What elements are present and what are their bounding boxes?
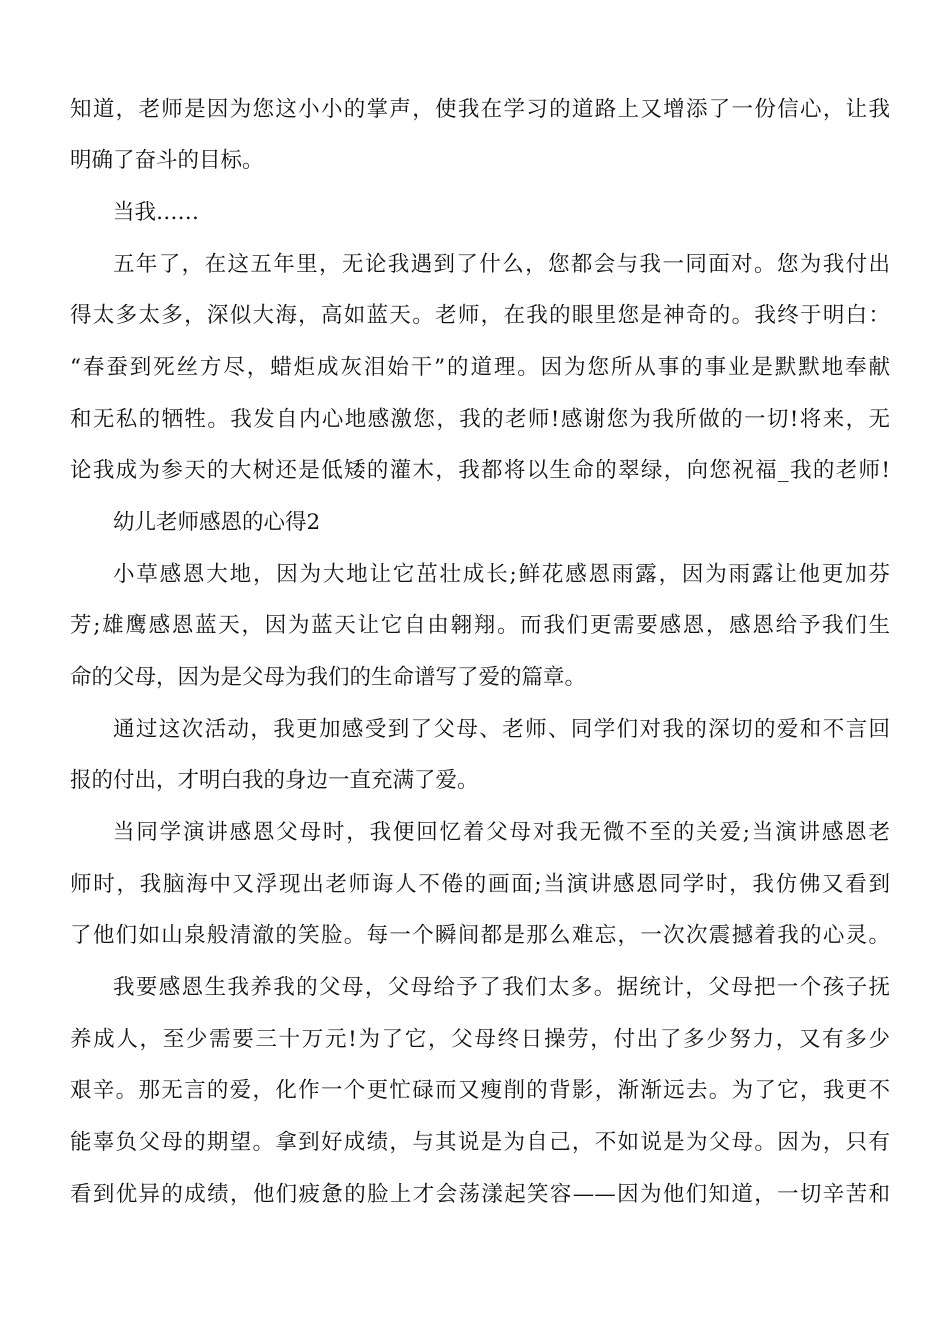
text-line: 艰辛。那无言的爱，化作一个更忙碌而又瘦削的背影，渐渐远去。为了它，我更不 [70,1078,890,1103]
text-line: 当我…… [113,200,200,225]
text-line: 得太多太多，深似大海，高如蓝天。老师，在我的眼里您是神奇的。我终于明白： [70,303,890,328]
text-line: 报的付出，才明白我的身边一直充满了爱。 [70,768,479,793]
text-line: 养成人，至少需要三十万元!为了它，父母终日操劳，付出了多少努力，又有多少 [70,1027,890,1052]
text-line: 能辜负父母的期望。拿到好成绩，与其说是为自己，不如说是为父母。因为，只有 [70,1130,890,1155]
text-line: “春蚕到死丝方尽，蜡炬成灰泪始干”的道理。因为您所从事的事业是默默地奉献 [70,355,890,380]
text-line: 小草感恩大地，因为大地让它茁壮成长;鲜花感恩雨露，因为雨露让他更加芬 [113,562,890,587]
section-heading: 幼儿老师感恩的心得2 [113,510,321,535]
text-line: 芳;雄鹰感恩蓝天，因为蓝天让它自由翱翔。而我们更需要感恩，感恩给予我们生 [70,613,890,638]
text-line: 明确了奋斗的目标。 [70,148,264,173]
text-line: 当同学演讲感恩父母时，我便回忆着父母对我无微不至的关爱;当演讲感恩老 [113,820,890,845]
text-line: 了他们如山泉般清澈的笑脸。每一个瞬间都是那么难忘，一次次震撼着我的心灵。 [70,923,890,948]
text-line: 我要感恩生我养我的父母，父母给予了我们太多。据统计，父母把一个孩子抚 [113,975,890,1000]
text-line: 论我成为参天的大树还是低矮的灌木，我都将以生命的翠绿，向您祝福_我的老师! [70,458,890,483]
text-line: 命的父母，因为是父母为我们的生命谱写了爱的篇章。 [70,665,587,690]
text-line: 通过这次活动，我更加感受到了父母、老师、同学们对我的深切的爱和不言回 [113,717,890,742]
text-line: 看到优异的成绩，他们疲惫的脸上才会荡漾起笑容——因为他们知道，一切辛苦和 [70,1182,890,1207]
text-line: 和无私的牺牲。我发自内心地感激您，我的老师!感谢您为我所做的一切!将来，无 [70,407,890,432]
text-line: 知道，老师是因为您这小小的掌声，使我在学习的道路上又增添了一份信心，让我 [70,97,890,122]
text-line: 五年了，在这五年里，无论我遇到了什么，您都会与我一同面对。您为我付出 [113,252,890,277]
text-line: 师时，我脑海中又浮现出老师诲人不倦的画面;当演讲感恩同学时，我仿佛又看到 [70,872,890,897]
